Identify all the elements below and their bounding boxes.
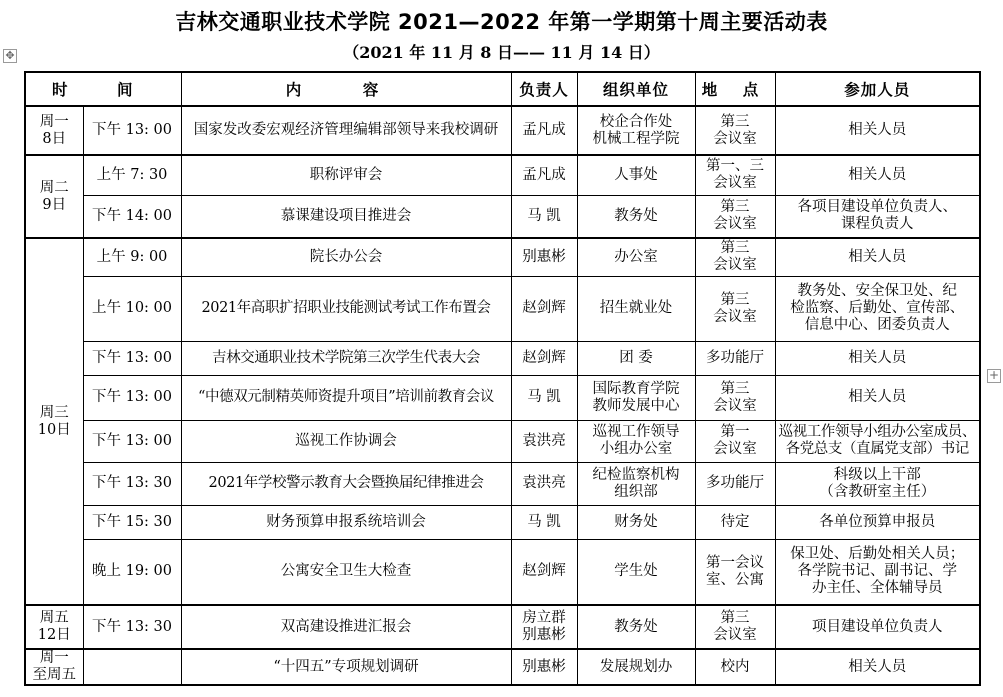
table-row [25,649,980,685]
schedule-table [24,71,981,686]
org-cell: 办公室 [577,238,695,276]
place-cell: 多功能厅 [695,462,775,505]
table-row [25,341,980,375]
lead-cell: 袁洪亮 [511,462,577,505]
move-anchor-icon[interactable]: ✥ [3,49,17,63]
table-row [25,155,980,195]
org-cell: 人事处 [577,155,695,195]
lead-cell: 房立群 别惠彬 [511,605,577,649]
place-cell: 校内 [695,649,775,685]
org-cell: 招生就业处 [577,276,695,341]
column-header-time: 时 间 [25,72,181,106]
content-cell: 吉林交通职业技术学院第三次学生代表大会 [181,341,511,375]
table-row [25,238,980,276]
attendees-cell: 教务处、安全保卫处、纪 检监察、后勤处、宣传部、 信息中心、团委负责人 [775,276,980,341]
content-cell: 慕课建设项目推进会 [181,195,511,238]
place-cell: 第三 会议室 [695,238,775,276]
time-cell: 下午 13: 00 [83,375,181,420]
attendees-cell: 保卫处、后勤处相关人员； 各学院书记、副书记、学 办主任、全体辅导员 [775,539,980,605]
lead-cell: 孟凡成 [511,106,577,155]
content-cell: 财务预算申报系统培训会 [181,505,511,539]
lead-cell: 马 凯 [511,375,577,420]
table-row [25,539,980,605]
lead-cell: 马 凯 [511,195,577,238]
attendees-cell: 相关人员 [775,649,980,685]
place-cell: 第一 会议室 [695,420,775,462]
org-cell: 发展规划办 [577,649,695,685]
content-cell: 双高建设推进汇报会 [181,605,511,649]
content-cell: 巡视工作协调会 [181,420,511,462]
content-cell: 国家发改委宏观经济管理编辑部领导来我校调研 [181,106,511,155]
table-row [25,195,980,238]
day-cell: 周五 12日 [25,605,83,649]
expand-plus-icon[interactable]: + [988,368,1000,382]
lead-cell: 别惠彬 [511,649,577,685]
column-header-lead: 负责人 [511,72,577,106]
place-cell: 第三 会议室 [695,195,775,238]
place-cell: 第三 会议室 [695,375,775,420]
attendees-cell: 相关人员 [775,106,980,155]
time-cell: 上午 9: 00 [83,238,181,276]
table-row [25,106,980,155]
table-row [25,605,980,649]
place-cell: 第一会议 室、公寓 [695,539,775,605]
lead-cell: 袁洪亮 [511,420,577,462]
attendees-cell: 科级以上干部 （含教研室主任） [775,462,980,505]
time-cell: 下午 15: 30 [83,505,181,539]
org-cell: 国际教育学院 教师发展中心 [577,375,695,420]
lead-cell: 别惠彬 [511,238,577,276]
attendees-cell: 相关人员 [775,238,980,276]
time-cell: 下午 13: 30 [83,605,181,649]
org-cell: 团 委 [577,341,695,375]
org-cell: 教务处 [577,195,695,238]
attendees-cell: 巡视工作领导小组办公室成员、 各党总支（直属党支部）书记 [775,420,980,462]
place-cell: 第一、三 会议室 [695,155,775,195]
table-row [25,420,980,462]
content-cell: “十四五”专项规划调研 [181,649,511,685]
attendees-cell: 各项目建设单位负责人、 课程负责人 [775,195,980,238]
table-row [25,375,980,420]
attendees-cell: 相关人员 [775,341,980,375]
page-subtitle: （2021 年 11 月 8 日—— 11 月 14 日） [343,43,660,62]
time-cell [83,649,181,685]
column-header-content: 内 容 [181,72,511,106]
day-cell: 周一 至周五 [25,649,83,685]
place-cell: 第三 会议室 [695,276,775,341]
lead-cell: 赵剑辉 [511,276,577,341]
page-title: 吉林交通职业技术学院 2021—2022 年第一学期第十周主要活动表 [175,10,828,34]
place-cell: 第三 会议室 [695,605,775,649]
attendees-cell: 项目建设单位负责人 [775,605,980,649]
time-cell: 下午 14: 00 [83,195,181,238]
lead-cell: 马 凯 [511,505,577,539]
attendees-cell: 相关人员 [775,375,980,420]
table-row [25,505,980,539]
org-cell: 教务处 [577,605,695,649]
attendees-cell: 各单位预算申报员 [775,505,980,539]
column-header-place: 地 点 [695,72,775,106]
content-cell: 公寓安全卫生大检查 [181,539,511,605]
lead-cell: 孟凡成 [511,155,577,195]
place-cell: 多功能厅 [695,341,775,375]
time-cell: 下午 13: 00 [83,341,181,375]
time-cell: 晚上 19: 00 [83,539,181,605]
place-cell: 第三 会议室 [695,106,775,155]
place-cell: 待定 [695,505,775,539]
attendees-cell: 相关人员 [775,155,980,195]
time-cell: 上午 7: 30 [83,155,181,195]
table-header-row [25,72,980,106]
time-cell: 下午 13: 30 [83,462,181,505]
day-cell: 周三 10日 [25,238,83,605]
content-cell: 院长办公会 [181,238,511,276]
table-row [25,462,980,505]
content-cell: 职称评审会 [181,155,511,195]
day-cell: 周一 8日 [25,106,83,155]
org-cell: 纪检监察机构 组织部 [577,462,695,505]
org-cell: 学生处 [577,539,695,605]
org-cell: 巡视工作领导 小组办公室 [577,420,695,462]
time-cell: 上午 10: 00 [83,276,181,341]
lead-cell: 赵剑辉 [511,539,577,605]
content-cell: 2021年学校警示教育大会暨换届纪律推进会 [181,462,511,505]
column-header-attendees: 参加人员 [775,72,980,106]
table-row [25,276,980,341]
time-cell: 下午 13: 00 [83,106,181,155]
org-cell: 校企合作处 机械工程学院 [577,106,695,155]
content-cell: 2021年高职扩招职业技能测试考试工作布置会 [181,276,511,341]
lead-cell: 赵剑辉 [511,341,577,375]
content-cell: “中德双元制精英师资提升项目”培训前教育会议 [181,375,511,420]
time-cell: 下午 13: 00 [83,420,181,462]
day-cell: 周二 9日 [25,155,83,238]
org-cell: 财务处 [577,505,695,539]
column-header-org: 组织单位 [577,72,695,106]
